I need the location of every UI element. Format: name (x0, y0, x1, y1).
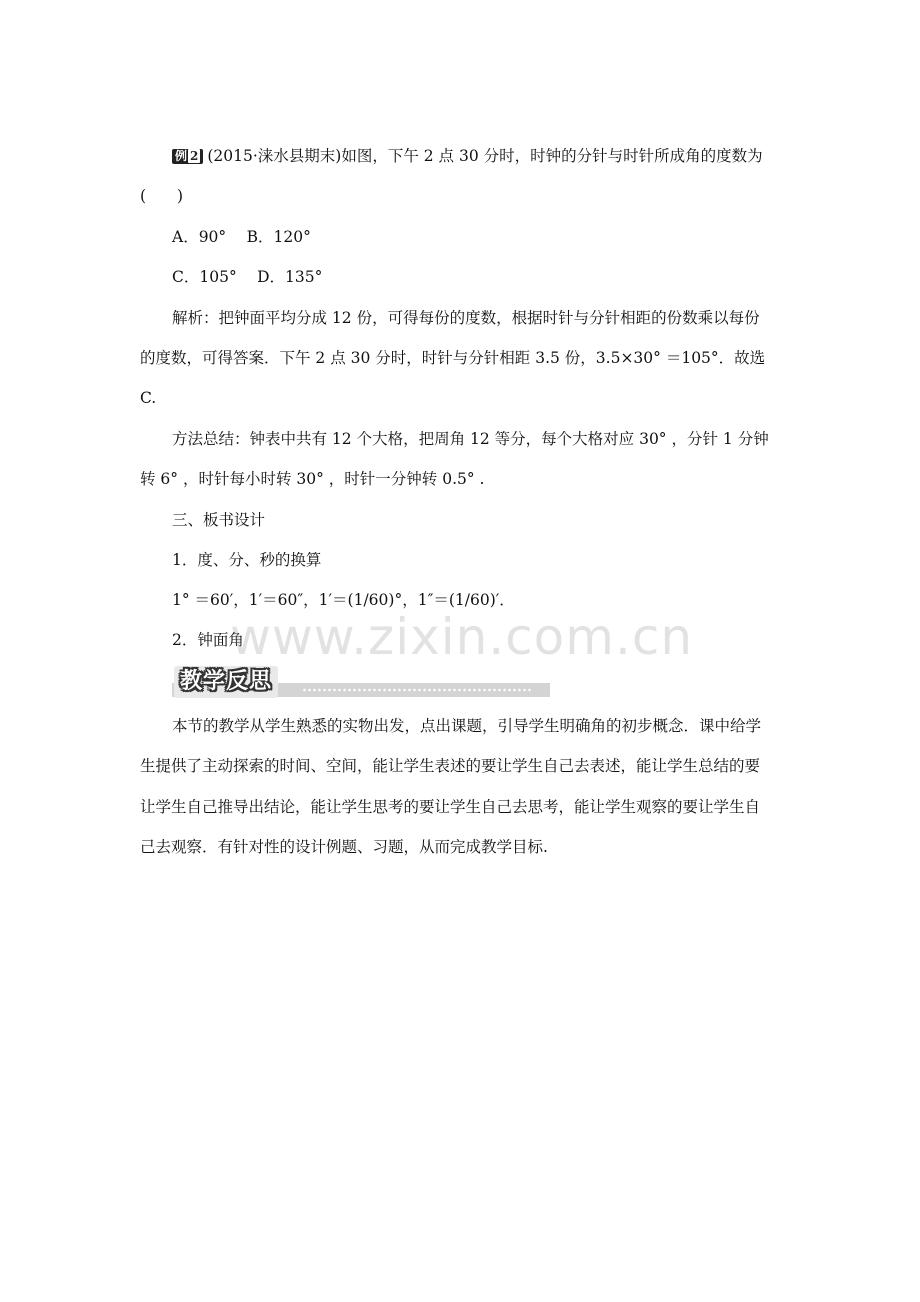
board-design-heading: 三、板书设计 (172, 511, 266, 529)
example-badge: 例 2 (172, 149, 203, 164)
reflection-title-dots (302, 686, 532, 694)
board-item-1: 1．度、分、秒的换算 (172, 551, 322, 569)
board-formula: 1° ＝60′，1′＝60″，1′＝(1/60)°，1″＝(1/60)′． (172, 591, 515, 609)
example-question-line-1: 例 2 (2015·涞水县期末)如图，下午 2 点 30 分时，时钟的分针与时针所成角的度数为 (172, 146, 763, 166)
reflection-line-2: 生提供了主动探索的时间、空间，能让学生表述的要让学生自己去表述，能让学生总结的要 (140, 757, 761, 775)
example-question-line-2: ( ) (140, 187, 184, 205)
answer-options-line-1: A．90° B．120° (172, 228, 311, 246)
watermark: www.zixin.com.cn (230, 608, 694, 666)
analysis-line-2: 的度数，可得答案．下午 2 点 30 分时，时针与分针相距 3.5 份，3.5×30° ＝105°．故选 (140, 349, 766, 367)
reflection-line-1: 本节的教学从学生熟悉的实物出发，点出课题，引导学生明确角的初步概念．课中给学 (172, 717, 762, 735)
board-item-2: 2．钟面角 (172, 631, 244, 649)
analysis-line-3: C. (140, 389, 157, 407)
analysis-line-1: 解析：把钟面平均分成 12 份，可得每份的度数，根据时针与分针相距的份数乘以每份 (172, 309, 760, 327)
reflection-line-4: 己去观察．有针对性的设计例题、习题，从而完成教学目标. (140, 838, 548, 856)
reflection-title: 教学反思 (174, 666, 278, 698)
reflection-line-3: 让学生自己推导出结论，能让学生思考的要让学生自己去思考，能让学生观察的要让学生自 (140, 798, 761, 816)
method-summary-line-2: 转 6° ，时针每小时转 30° ，时针一分钟转 0.5° . (140, 470, 485, 488)
answer-options-line-2: C．105° D．135° (172, 268, 323, 286)
method-summary-line-1: 方法总结：钟表中共有 12 个大格，把周角 12 等分，每个大格对应 30° ，分针 1 分钟 (172, 430, 769, 448)
